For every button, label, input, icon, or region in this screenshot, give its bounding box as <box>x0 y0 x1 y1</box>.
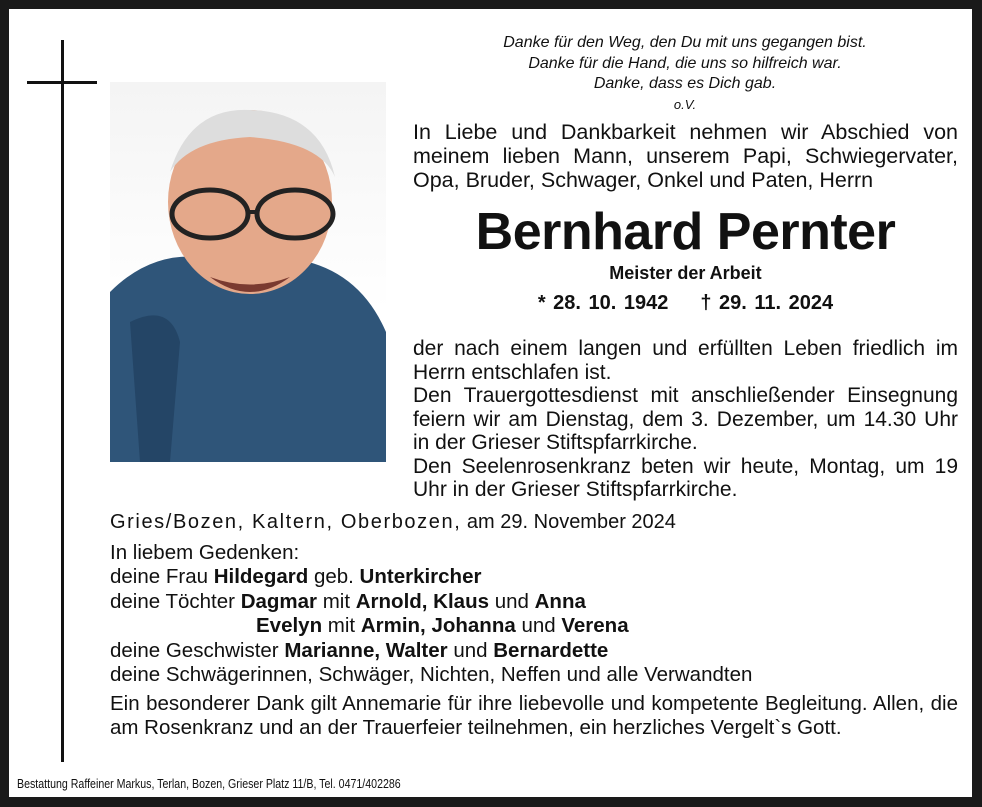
family-heading: In liebem Gedenken: <box>110 541 300 564</box>
cross-icon <box>61 40 64 762</box>
birth-date: * 28. 10. 1942 <box>537 292 669 314</box>
body-paragraph: der nach einem langen und erfüllten Leben friedlich im Herrn entschlafen ist. <box>413 337 958 384</box>
family-line-daughters: deine Töchter Dagmar mit Arnold, Klaus und Anna <box>110 589 586 613</box>
intro-text: In Liebe und Dankbarkeit nehmen wir Abschied von meinem lieben Mann, unserem Papi, Schwiegervater, Opa, Bruder, Schwager, Onkel und Paten, Herrn <box>413 120 958 192</box>
body-paragraph: Den Trauergottesdienst mit anschließender Einsegnung feiern wir am Dienstag, dem 3. Dezember, um 14.30 Uhr in der Grieser Stiftspfarrkirche. <box>413 384 958 454</box>
deceased-title: Meister der Arbeit <box>609 263 762 283</box>
thanks-text: Ein besonderer Dank gilt Annemarie für ihre liebevolle und kompetente Begleitung. Allen, die am Rosenkranz und an der Trauerfeier teilnehmen, ein herzliches Vergelt`s Gott. <box>110 692 958 740</box>
place-date <box>110 511 676 534</box>
portrait-photo <box>110 82 386 462</box>
life-dates <box>413 292 958 315</box>
quote-line: Danke für den Weg, den Du mit uns gegangen bist. <box>503 34 867 51</box>
mourners-list <box>110 541 752 687</box>
quote-line: Danke, dass es Dich gab. <box>593 75 777 92</box>
family-line-daughters-2: Evelyn mit Armin, Johanna und Verena <box>256 614 629 638</box>
quote-attribution: o.V. <box>673 96 697 112</box>
date: am 29. November 2024 <box>466 511 676 533</box>
obituary-card <box>9 9 972 797</box>
family-line-siblings: deine Geschwister Marianne, Walter und Bernardette <box>110 638 609 662</box>
family-line-others: deine Schwägerinnen, Schwäger, Nichten, Neffen und alle Verwandten <box>110 663 753 687</box>
service-info <box>413 337 958 502</box>
family-line-wife: deine Frau Hildegard geb. Unterkircher <box>110 565 482 589</box>
quote <box>409 33 961 115</box>
locations: Gries/Bozen, Kaltern, Oberbozen, <box>110 511 462 533</box>
body-paragraph: Den Seelenrosenkranz beten wir heute, Montag, um 19 Uhr in der Grieser Stiftspfarrkirche. <box>413 454 958 501</box>
quote-line: Danke für die Hand, die uns so hilfreich war. <box>528 54 842 72</box>
death-date: † 29. 11. 2024 <box>700 292 834 314</box>
cross-icon-bar <box>27 81 97 84</box>
deceased-name: Bernhard Pernter <box>475 203 896 261</box>
funeral-home-footer: Bestattung Raffeiner Markus, Terlan, Bozen, Grieser Platz 11/B, Tel. 0471/402286 <box>17 777 401 791</box>
